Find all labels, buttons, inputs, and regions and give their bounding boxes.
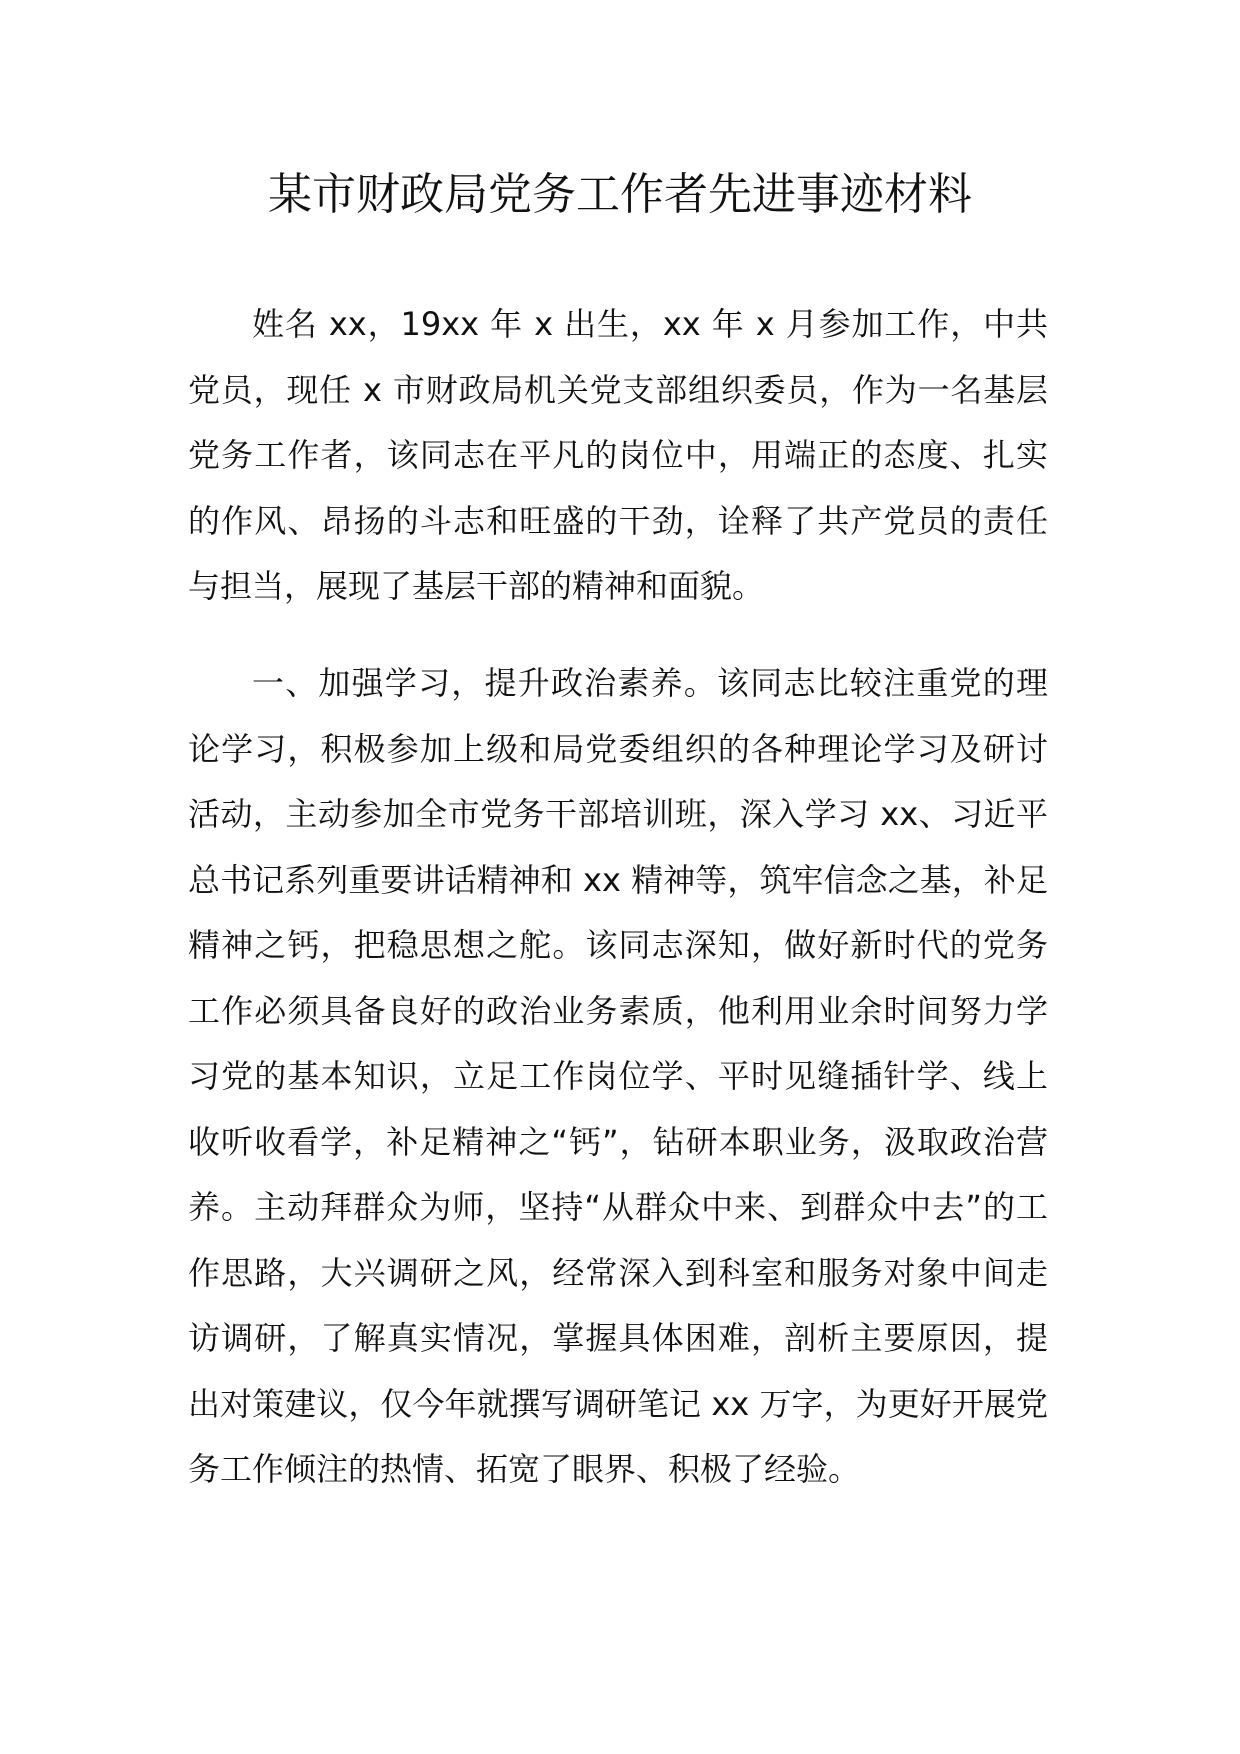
paragraph-section-1: 一、加强学习，提升政治素养。该同志比较注重党的理论学习，积极参加上级和局党委组织的各种理论学习及研讨活动，主动参加全市党务干部培训班，深入学习 xx、习近平总书记系列重要讲话精神和 xx 精神等，筑牢信念之基，补足精神之钙，把稳思想之舵。该同志深知，做好新时代的党务工作必须具备良好的政治业务素质，他利用业余时间努力学习党的基本知识，立足工作岗位学、平时见缝插针学、线上收听收看学，补足精神之“钙”，钻研本职业务，汲取政治营养。主动拜群众为师，坚持“从群众中来、到群众中去”的工作思路，大兴调研之风，经常深入到科室和服务对象中间走访调研，了解真实情况，掌握具体困难，剖析主要原因，提出对策建议，仅今年就撰写调研笔记 xx 万字，为更好开展党务工作倾注的热情、拓宽了眼界、积极了经验。	[188, 664, 1048, 1488]
paragraph-intro: 姓名 xx，19xx 年 x 出生，xx 年 x 月参加工作，中共党员，现任 x 市财政局机关党支部组织委员，作为一名基层党务工作者，该同志在平凡的岗位中，用端正的态度、扎实的作风、昂扬的斗志和旺盛的干劲，诠释了共产党员的责任与担当，展现了基层干部的精神和面貌。	[188, 305, 1048, 605]
document-title: 某市财政局党务工作者先进事迹材料	[268, 169, 972, 220]
